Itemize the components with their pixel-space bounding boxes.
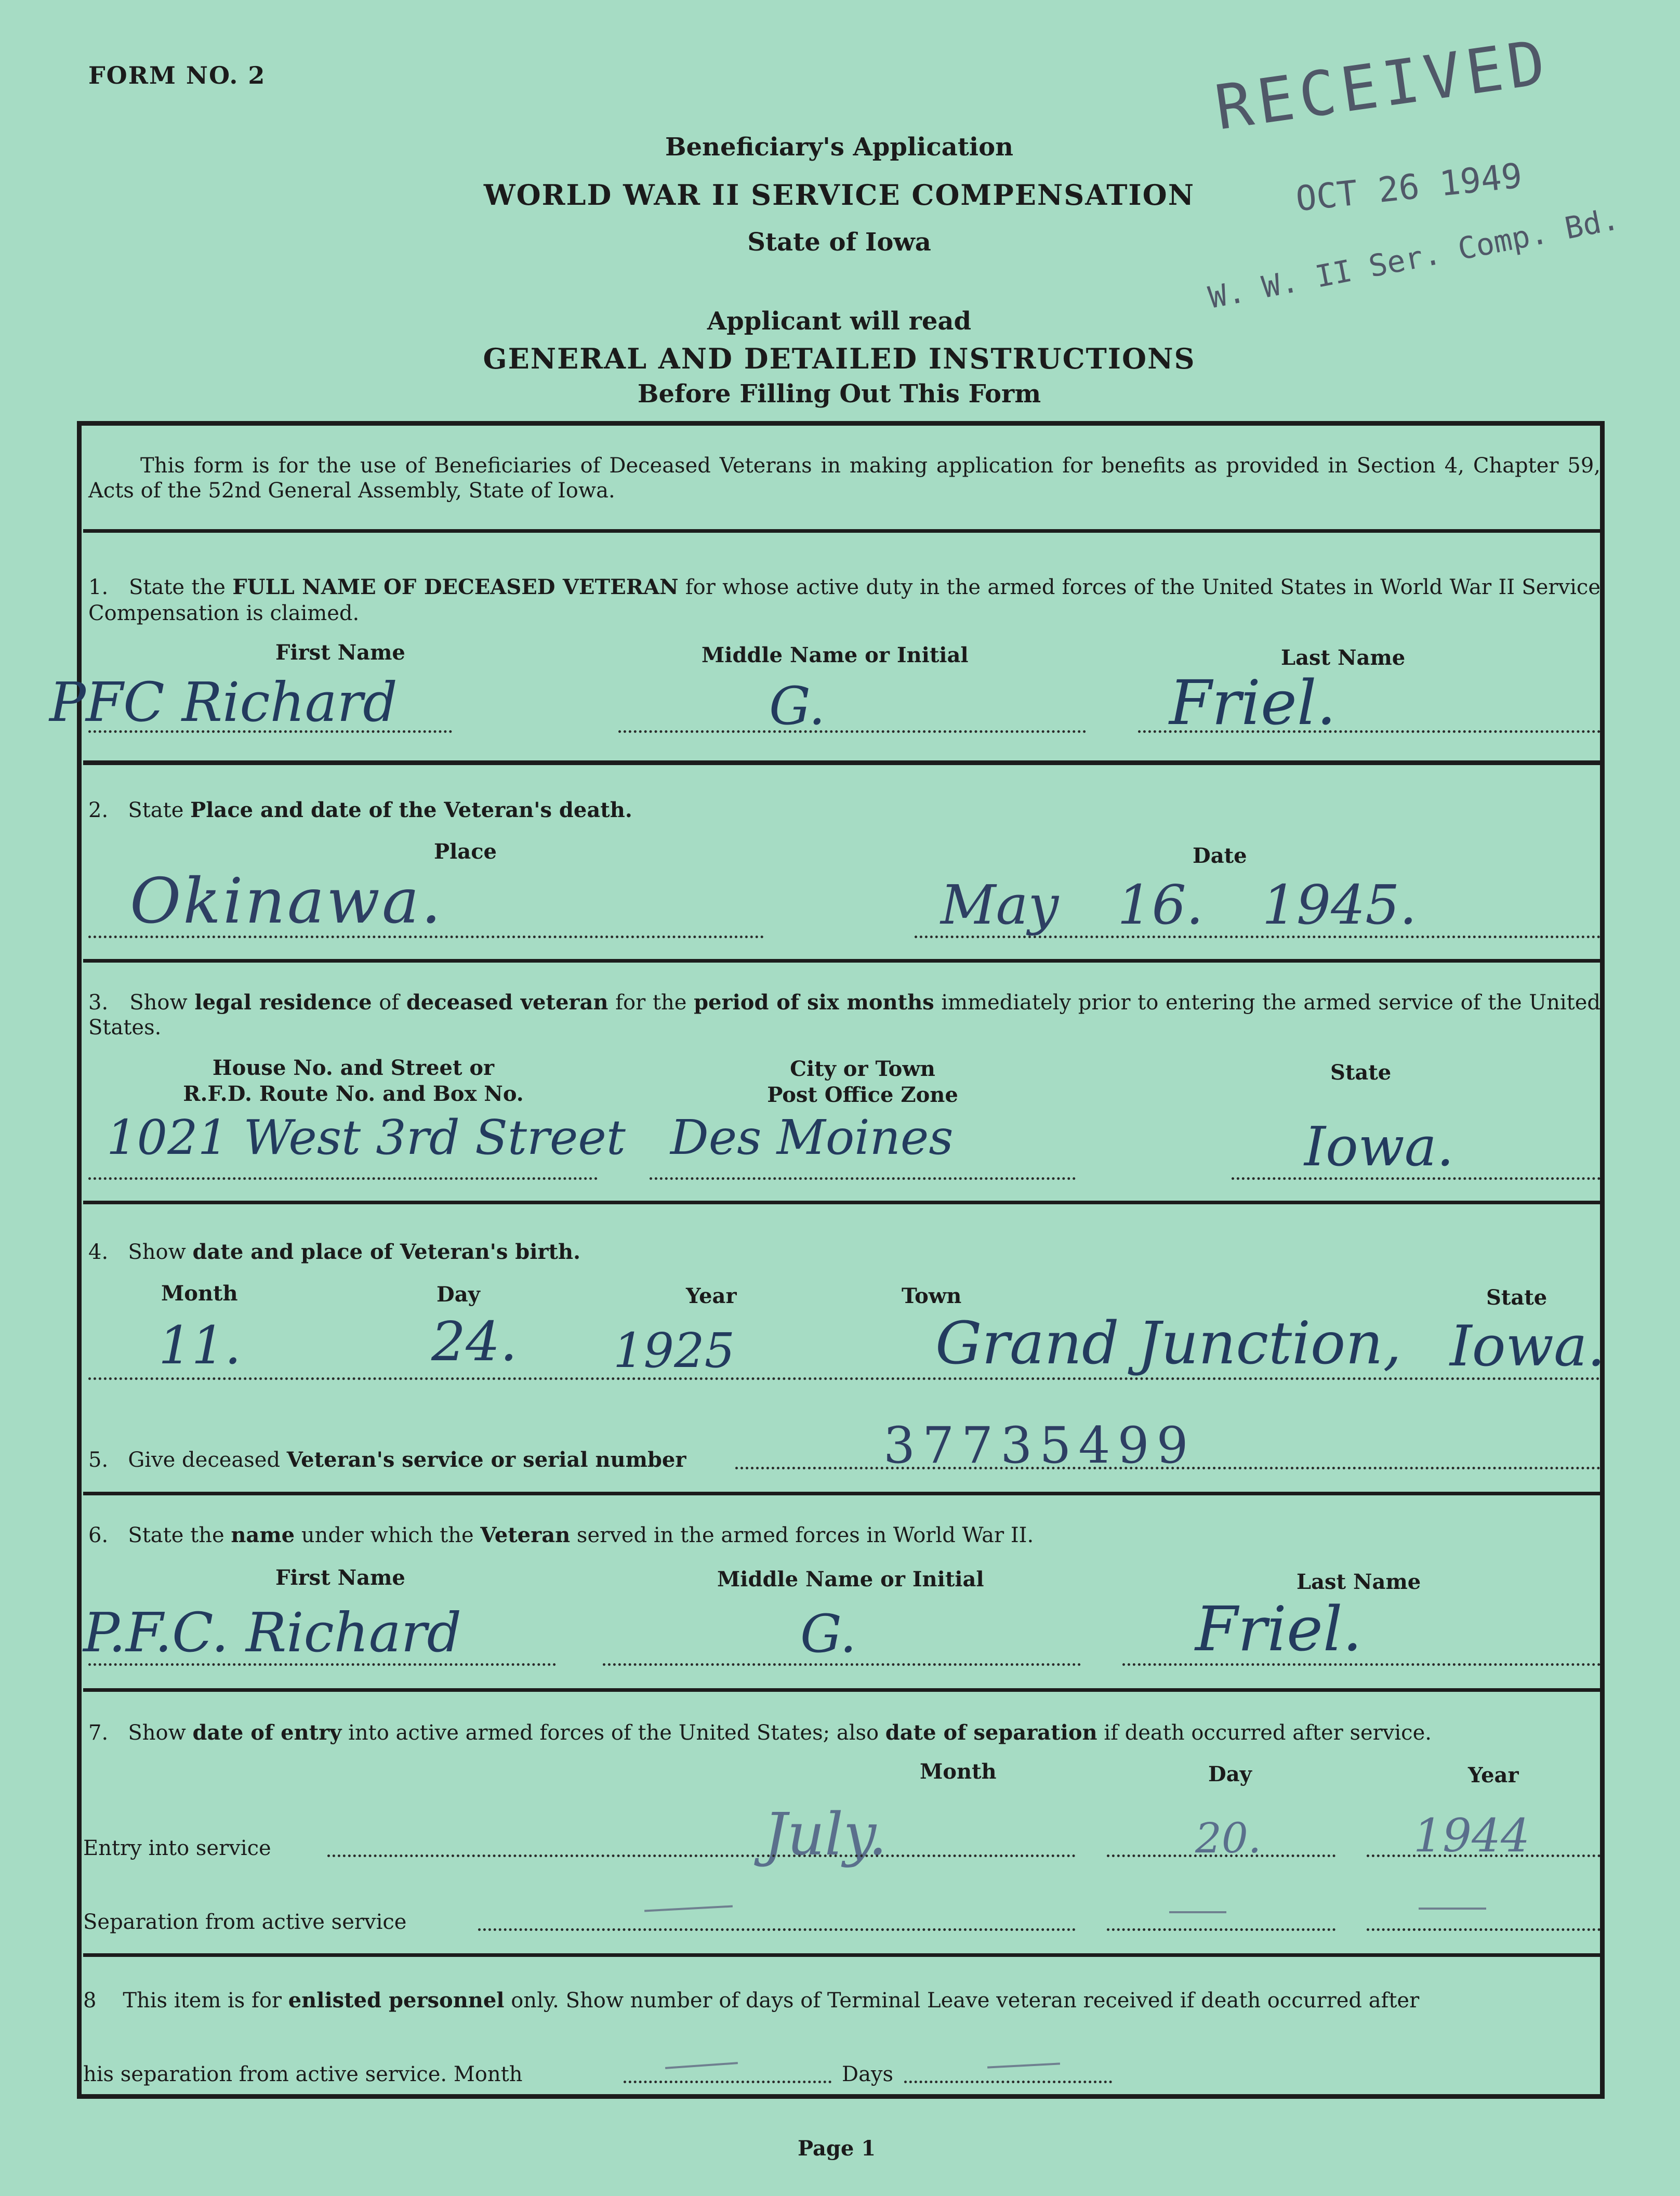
q3-street-dots: [88, 1177, 598, 1180]
q2-date-value: May 16. 1945.: [941, 873, 1417, 937]
q6-text-b: name: [231, 1523, 295, 1547]
divider: [83, 760, 1603, 765]
divider: [83, 1201, 1603, 1204]
q3-city-header: [717, 1056, 1008, 1108]
q6-last-name-header: Last Name: [1297, 1570, 1421, 1594]
q7-day-header: Day: [1208, 1762, 1252, 1786]
q6-text: [88, 1523, 1034, 1547]
q1-middle-name-header: Middle Name or Initial: [702, 643, 969, 667]
q3-text-c: of: [379, 991, 400, 1015]
q2-place-value: Okinawa.: [130, 865, 443, 938]
q7-separation-year-dash: [1419, 1908, 1486, 1910]
q8-month-dots: [624, 2081, 831, 2083]
q2-date-dots: [915, 936, 1600, 938]
q4-day-header: Day: [436, 1282, 480, 1307]
q7-text-a: Show: [128, 1721, 186, 1745]
q1-last-dots: [1138, 730, 1600, 733]
q6-text-e: served in the armed forces in World War II.: [576, 1523, 1034, 1547]
q6-middle-name-value: G.: [800, 1603, 857, 1664]
q6-middle-name-header: Middle Name or Initial: [717, 1567, 984, 1592]
q4-number: 4.: [88, 1240, 109, 1264]
q7-text-b: date of entry: [192, 1720, 342, 1745]
q4-town-value: Grand Junction,: [935, 1310, 1402, 1377]
q7-separation-day-dots: [1107, 1928, 1335, 1931]
q7-text-c: into active armed forces of the United States; also: [348, 1721, 879, 1745]
q3-city-header-line1: City or Town: [790, 1057, 935, 1081]
q4-year-value: 1925: [613, 1323, 735, 1378]
q6-text-a: State the: [128, 1523, 224, 1547]
q4-day-value: 24.: [431, 1310, 518, 1373]
q3-text-g: immediately prior to entering the armed service of the United States.: [88, 991, 1601, 1040]
q6-first-dots: [88, 1663, 556, 1666]
received-stamp: RECEIVED: [1211, 25, 1555, 144]
header-title-line1: Beneficiary's Application: [665, 133, 1014, 162]
q7-text: [88, 1720, 1600, 1745]
q5-serial-value: 37735499: [883, 1416, 1196, 1475]
q1-number: 1.: [88, 575, 109, 599]
q3-text-a: Show: [129, 991, 188, 1015]
q7-month-header: Month: [920, 1759, 997, 1784]
q4-state-header: State: [1486, 1285, 1547, 1310]
q6-last-name-value: Friel.: [1195, 1593, 1362, 1665]
q3-text-f: period of six months: [694, 990, 934, 1015]
q4-town-header: Town: [902, 1284, 962, 1308]
q3-state-header: State: [1330, 1060, 1392, 1085]
header-title-line2: WORLD WAR II SERVICE COMPENSATION: [483, 178, 1195, 212]
q5-dots: [735, 1467, 1600, 1469]
q5-text: [88, 1448, 686, 1472]
q2-text: [88, 798, 632, 822]
q4-state-value: Iowa.: [1450, 1314, 1605, 1379]
q8-text-b: enlisted personnel: [288, 1988, 505, 2013]
q7-entry-month-value: July.: [764, 1801, 887, 1869]
divider: [83, 1688, 1603, 1692]
q7-entry-month-dots: [327, 1855, 1076, 1857]
q2-place-dots: [88, 936, 764, 938]
q3-city-header-line2: Post Office Zone: [767, 1083, 958, 1107]
q3-text-b: legal residence: [194, 990, 372, 1015]
q7-entry-label: Entry into service: [83, 1836, 271, 1860]
q7-number: 7.: [88, 1721, 109, 1745]
q3-text-d: deceased veteran: [406, 990, 608, 1015]
q7-entry-year-dots: [1367, 1855, 1600, 1857]
q7-entry-year-value: 1944: [1413, 1809, 1530, 1862]
q1-first-name-value: PFC Richard: [49, 670, 398, 734]
q3-street-header-line1: House No. and Street or: [212, 1056, 495, 1080]
divider: [83, 1953, 1603, 1957]
q5-text-a: Give deceased: [128, 1448, 281, 1472]
q7-separation-month-dots: [478, 1928, 1076, 1931]
q8-month-label: his separation from active service. Month: [83, 2062, 523, 2086]
header-title-line4: Applicant will read: [707, 307, 972, 336]
q1-text-b: FULL NAME OF DECEASED VETERAN: [232, 575, 679, 599]
q3-city-value: Des Moines: [670, 1110, 954, 1165]
q1-middle-name-value: G.: [769, 676, 826, 737]
q4-text-a: Show: [128, 1240, 186, 1264]
q6-last-dots: [1122, 1663, 1600, 1666]
received-stamp-date: OCT 26 1949: [1294, 155, 1524, 219]
q1-last-name-value: Friel.: [1169, 667, 1337, 739]
q5-number: 5.: [88, 1448, 109, 1472]
q7-text-e: if death occurred after service.: [1104, 1721, 1432, 1745]
q8-text-a: This item is for: [123, 1989, 282, 2013]
header-title-line6: Before Filling Out This Form: [637, 379, 1041, 409]
q4-dots: [88, 1377, 1600, 1380]
q1-first-name-header: First Name: [275, 640, 405, 665]
q6-text-d: Veteran: [480, 1523, 571, 1547]
q8-days-label: Days: [842, 2062, 894, 2086]
page-number: Page 1: [797, 2136, 876, 2161]
divider: [83, 529, 1603, 533]
q2-text-b: Place and date of the Veteran's death.: [190, 798, 632, 822]
q6-text-c: under which the: [301, 1523, 474, 1547]
q3-street-header: [166, 1055, 540, 1107]
q3-text: [88, 990, 1600, 1040]
q2-text-a: State: [128, 798, 184, 822]
q3-number: 3.: [88, 991, 109, 1015]
q6-middle-dots: [603, 1663, 1081, 1666]
q7-separation-label: Separation from active service: [83, 1910, 407, 1934]
q7-year-header: Year: [1468, 1763, 1519, 1787]
divider: [83, 959, 1603, 963]
q7-separation-year-dots: [1367, 1928, 1600, 1931]
q3-street-header-line2: R.F.D. Route No. and Box No.: [183, 1082, 524, 1106]
q3-city-dots: [650, 1177, 1076, 1180]
header-title-line3: State of Iowa: [747, 228, 931, 257]
received-stamp-board: W. W. II Ser. Comp. Bd.: [1206, 201, 1622, 315]
q3-street-value: 1021 West 3rd Street: [107, 1110, 626, 1165]
q4-month-value: 11.: [158, 1315, 242, 1376]
intro-paragraph: This form is for the use of Beneficiaries of Deceased Veterans in making application for benefits as provided in Section 4, Chapter 59, Acts of the 52nd General Assembly, State of Iowa.: [88, 454, 1600, 503]
header-title-line5: GENERAL AND DETAILED INSTRUCTIONS: [483, 342, 1196, 375]
q1-text-a: State the: [129, 575, 226, 599]
q1-first-dots: [88, 730, 452, 733]
q7-entry-day-dots: [1107, 1855, 1335, 1857]
q6-first-name-header: First Name: [275, 1566, 405, 1590]
q8-number: 8: [83, 1989, 97, 2013]
q7-separation-day-dash: [1169, 1911, 1226, 1913]
q6-number: 6.: [88, 1523, 109, 1547]
q3-state-value: Iowa.: [1304, 1115, 1454, 1178]
q8-text-c: only. Show number of days of Terminal Leave veteran received if death occurred after: [511, 1989, 1420, 2013]
q1-middle-dots: [618, 730, 1086, 733]
q6-first-name-value: P.F.C. Richard: [83, 1601, 462, 1664]
divider: [83, 1492, 1603, 1495]
q4-text-b: date and place of Veteran's birth.: [192, 1240, 581, 1264]
form-number: FORM NO. 2: [88, 61, 266, 89]
q2-date-header: Date: [1193, 844, 1247, 868]
q5-text-b: Veteran's service or serial number: [286, 1448, 686, 1472]
q7-text-d: date of separation: [885, 1720, 1097, 1745]
q1-text: [88, 574, 1600, 626]
q8-text: [83, 1988, 1419, 2013]
q1-text-c: for whose active duty in the armed forces of the United States in World War II Service Compensation is claimed.: [88, 575, 1601, 625]
q4-month-header: Month: [161, 1281, 238, 1306]
q2-number: 2.: [88, 798, 109, 822]
q3-text-e: for the: [615, 991, 687, 1015]
q3-state-dots: [1232, 1177, 1600, 1180]
q2-place-header: Place: [434, 839, 497, 864]
q7-entry-day-value: 20.: [1195, 1814, 1262, 1862]
q4-text: [88, 1240, 580, 1264]
q1-last-name-header: Last Name: [1281, 646, 1406, 670]
q8-days-dots: [904, 2081, 1112, 2083]
q4-year-header: Year: [686, 1284, 737, 1308]
